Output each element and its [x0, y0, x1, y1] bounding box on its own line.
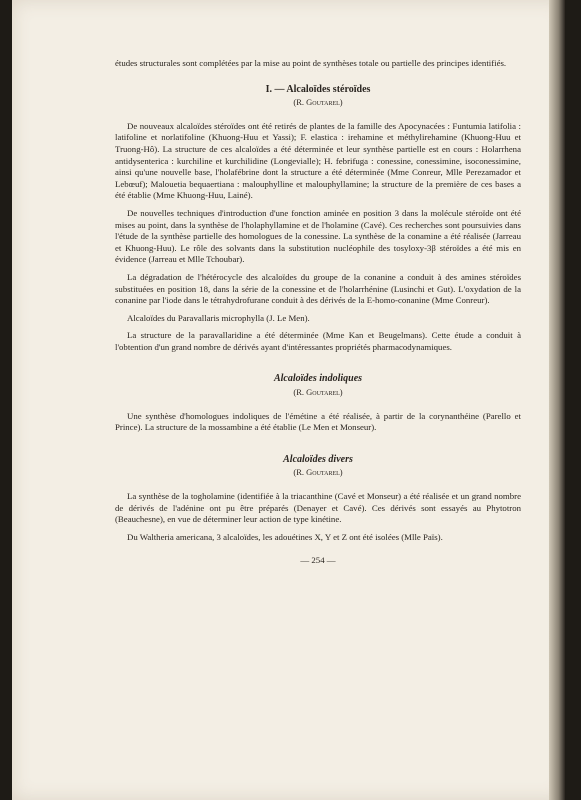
page-body [115, 58, 521, 567]
page-number: — 254 — [300, 555, 336, 566]
section2-paragraph-1: Une synthèse d'homologues indoliques de l'émétine a été réalisée, à partir de la corynanthéine (Parello et Prince). La structure de la mossambine a été établie (Le Men et Monseur). [115, 410, 521, 433]
page-edge-shadow [549, 0, 565, 800]
section1-paragraph-2: De nouvelles techniques d'introduction d'une fonction aminée en position 3 dans la molécule stéroïde ont été mises au point, dans la synthèse de l'holaphyllamine et de l'holamine (Cavé). Ces recherches sont poursuivies dans l'étude de la synthèse partielle des homologues de la conessine. La synthèse de la conamine a été réalisée (Jarreau et Khuong-Huu). Le rôle des solvants dans la substitution nucléophile des tosyloxy-3β stéroïdes a été mis en évidence (Jarreau et Mlle Tchoubar). [115, 207, 521, 265]
section1-paragraph-5: La structure de la paravallaridine a été déterminée (Mme Kan et Beugelmans). Cette étude a conduit à l'obtention d'un grand nombre de dérivés ayant d'intéressantes propriétés pharmacodynamiques. [115, 330, 521, 352]
section1-paragraph-4: Alcaloïdes du Paravallaris microphylla (J. Le Men). [127, 312, 310, 323]
section3-author: (R. Goutarel) [293, 467, 343, 478]
section2-author: (R. Goutarel) [293, 387, 343, 398]
section1-author: (R. Goutarel) [293, 97, 343, 108]
section3-paragraph-1: La synthèse de la togholamine (identifiée à la triacanthine (Cavé et Monseur) a été réalisée et un grand nombre de dérivés de l'adénine ont pu être préparés (Denayer et Cavé). Ces dérivés sont essayés au Phytotron (Beauchesne), en vue de déterminer leur action de type kinétine. [115, 491, 521, 525]
section2-title: Alcaloïdes indoliques [273, 373, 363, 385]
section3-paragraph-2: Du Waltheria americana, 3 alcaloïdes, les adouétines X, Y et Z ont été isolées (Mlle Païs). [127, 531, 443, 542]
section1-paragraph-1: De nouveaux alcaloïdes stéroïdes ont été retirés de plantes de la famille des Apocynacées : Funtumia latifolia : latifoline et norlatifoline (Khuong-Huu et Yassi); F. elastica : irehamine et méthylirehamine (Khuong-Huu et Truong-Hô). La structure de ces alcaloïdes a été déterminée et leur synthèse partielle est en cours : Holarrhena antidysenterica : kurchiline et kurchilidine (Longevialle); H. febrifuga : conessine, conessimine, isoconessimine, ainsi qu'une nouvelle base, l'holafébrine dont la structure a été déterminée (Mme Conreur, Mlle Perezamador et Lebœuf); Malouetia bequaertiana : malouphylline et malouphyllamine; la structure de la première de ces bases a été établie (Mme Khuong-Huu, Lainé). [115, 120, 521, 201]
document-page [12, 0, 565, 800]
intro-paragraph: études structurales sont complétées par la mise au point de synthèses totale ou partielle des principes identifiés. [115, 58, 507, 68]
section1-paragraph-3: La dégradation de l'hétérocycle des alcaloïdes du groupe de la conanine a conduit à des amines stéroïdes substituées en position 18, dans la série de la conessine et de l'holarrhénine (Lusinchi et Gut). L'oxydation de la conanine par l'iode dans le tétrahydrofurane conduit à des dérivés de la E-homo-conanine (Mme Conreur). [115, 271, 521, 306]
section3-title: Alcaloïdes divers [283, 453, 353, 465]
section1-title: I. — Alcaloïdes stéroïdes [265, 83, 371, 95]
